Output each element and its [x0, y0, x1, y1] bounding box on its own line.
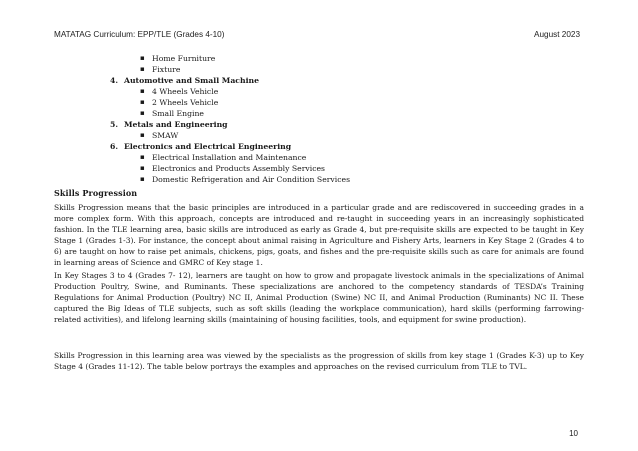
header-date: August 2023	[534, 30, 580, 39]
square-bullet-icon: ▪	[140, 164, 145, 172]
outline-item-text: Home Furniture	[152, 54, 216, 63]
square-bullet-icon: ▪	[140, 98, 145, 106]
paragraph-1: Skills Progression means that the basic principles are introduced in a particular grade and are rediscovered in succeeding grades in a more complex form. With this approach, concepts are introduced and re-taught in succeeding years in an increasingly sophisticated fashion. In the TLE learning area, basic skills are introduced as early as Grade 4, but pre-requisite skills are expected to be taught in Key Stage 1 (Grades 1-3). For instance, the concept about animal raising in Agriculture and Fishery Arts, learners in Key Stage 2 (Grades 4 to 6) are taught on how to raise pet animals, chickens, pigs, goats, and fishes and the pre-requisite skills such as care for animals are found in learning areas of Science and GMRC of Key stage 1.	[54, 203, 584, 267]
outline-item-text: Fixture	[152, 65, 181, 74]
header-document-title: MATATAG Curriculum: EPP/TLE (Grades 4-10)	[54, 30, 225, 39]
outline-item-text: Small Engine	[152, 109, 204, 118]
square-bullet-icon: ▪	[140, 109, 145, 117]
outline-item-number: 5.	[110, 120, 119, 129]
outline-bullet-item	[0, 163, 638, 174]
outline-item-number: 6.	[110, 142, 119, 151]
outline-bullet-item	[0, 86, 638, 97]
square-bullet-icon: ▪	[140, 65, 145, 73]
outline-numbered-item	[0, 141, 638, 152]
outline-bullet-item	[0, 152, 638, 163]
outline-item-heading: Metals and Engineering	[124, 120, 228, 129]
outline-item-text: Electrical Installation and Maintenance	[152, 153, 307, 162]
outline-bullet-item	[0, 97, 638, 108]
outline-item-text: 4 Wheels Vehicle	[152, 87, 219, 96]
square-bullet-icon: ▪	[140, 54, 145, 62]
outline-item-text: Electronics and Products Assembly Services	[152, 164, 325, 173]
outline-bullet-item	[0, 174, 638, 185]
page-number: 10	[569, 429, 578, 438]
outline-item-heading: Automotive and Small Machine	[124, 76, 259, 85]
square-bullet-icon: ▪	[140, 153, 145, 161]
square-bullet-icon: ▪	[140, 131, 145, 139]
outline-numbered-item	[0, 75, 638, 86]
outline-item-number: 4.	[110, 76, 119, 85]
outline-item-heading: Electronics and Electrical Engineering	[124, 142, 292, 151]
paragraph-3: Skills Progression in this learning area was viewed by the specialists as the progression of skills from key stage 1 (Grades K-3) up to Key Stage 4 (Grades 11-12). The table below portrays the examples and approaches on the revised curriculum from TLE to TVL.	[54, 351, 584, 371]
square-bullet-icon: ▪	[140, 175, 145, 183]
outline-bullet-item	[0, 108, 638, 119]
paragraph-2: In Key Stages 3 to 4 (Grades 7- 12), learners are taught on how to grow and propagate livestock animals in the specializations of Animal Production Poultry, Swine, and Ruminants. These specializations are anchored to the competency standards of TESDA’s Training Regulations for Animal Production (Poultry) NC II, Animal Production (Swine) NC II, and Animal Production (Ruminants) NC II. These captured the Big Ideas of TLE subjects, such as soft skills (leading the workplace communication), hard skills (performing farrowing-related activities), and lifelong learning skills (maintaining of housing facilities, tools, and equipment for swine production).	[54, 271, 584, 324]
outline-item-text: SMAW	[152, 131, 179, 140]
outline-bullet-item	[0, 130, 638, 141]
outline-bullet-item	[0, 64, 638, 75]
specialization-outline	[0, 53, 638, 185]
outline-numbered-item	[0, 119, 638, 130]
outline-item-text: 2 Wheels Vehicle	[152, 98, 219, 107]
outline-item-text: Domestic Refrigeration and Air Condition Services	[152, 175, 351, 184]
section-title: Skills Progression	[54, 188, 138, 198]
outline-bullet-item	[0, 53, 638, 64]
square-bullet-icon: ▪	[140, 87, 145, 95]
page-header	[54, 30, 580, 39]
